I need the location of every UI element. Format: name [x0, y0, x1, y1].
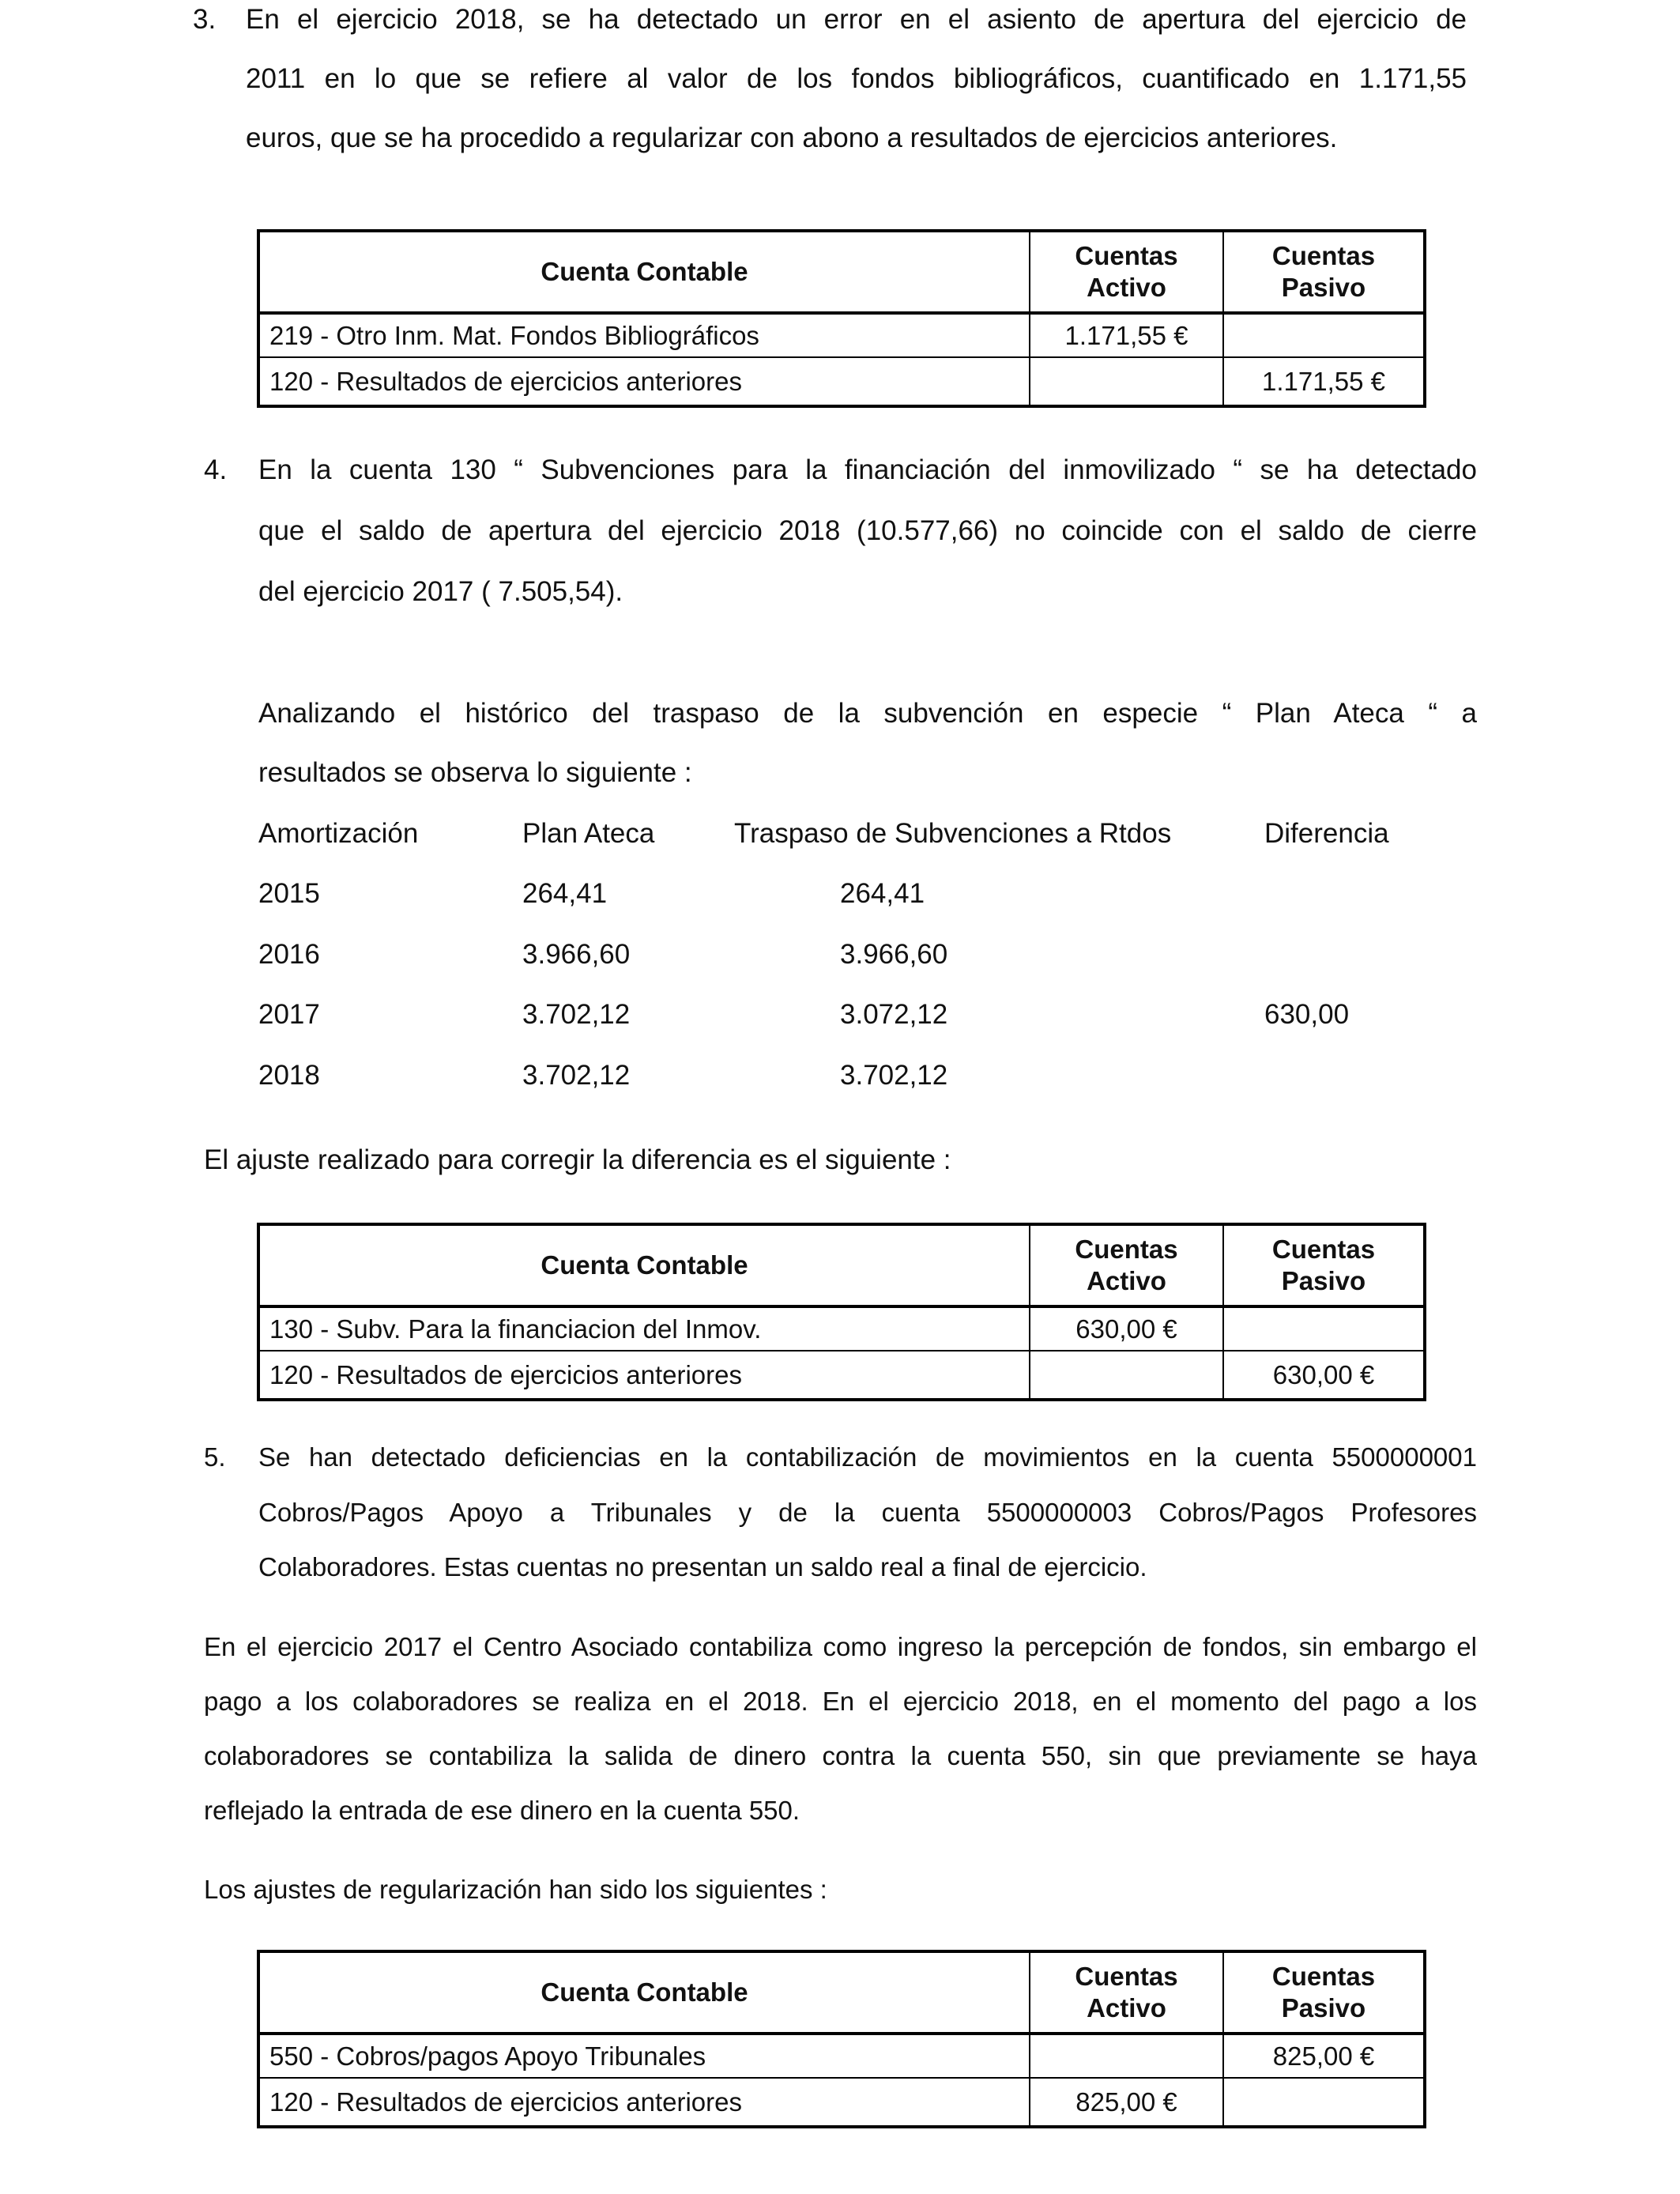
ateca-year: 2018: [258, 1060, 320, 1091]
header-pasivo: Cuentas Pasivo: [1223, 1224, 1425, 1306]
ateca-traspaso: 3.702,12: [840, 1060, 948, 1091]
cell-activo: 825,00 €: [1030, 2078, 1223, 2127]
table-row: [258, 1351, 1425, 1400]
item-5-line-3: Colaboradores. Estas cuentas no presentan un saldo real a final de ejercicio.: [258, 1552, 1147, 1581]
cell-account: 130 - Subv. Para la financiacion del Inmov.: [258, 1306, 1030, 1351]
header-activo: Cuentas Activo: [1030, 1951, 1223, 2034]
cell-activo: [1030, 1351, 1223, 1400]
ateca-plan: 3.702,12: [522, 999, 631, 1030]
header-pasivo: Cuentas Pasivo: [1223, 1951, 1425, 2034]
header-activo: Cuentas Activo: [1030, 1224, 1223, 1306]
header-activo: Cuentas Activo: [1030, 231, 1223, 313]
item-4-line-2: que el saldo de apertura del ejercicio 2018 (10.577,66) no coincide con el saldo de cierre: [258, 515, 1477, 546]
cell-pasivo: [1223, 313, 1425, 357]
table-row: [258, 2078, 1425, 2127]
cell-activo: [1030, 357, 1223, 406]
para-2017-line-2: pago a los colaboradores se realiza en el 2018. En el ejercicio 2018, en el momento del pago a los: [204, 1687, 1477, 1716]
ateca-header-traspaso: Traspaso de Subvenciones a Rtdos: [734, 818, 1172, 849]
ateca-traspaso: 3.072,12: [840, 999, 948, 1030]
account-table-1: [257, 229, 1426, 408]
ateca-year: 2015: [258, 878, 320, 909]
item-3-number: 3.: [193, 4, 217, 35]
header-pasivo: Cuentas Pasivo: [1223, 231, 1425, 313]
ateca-plan: 3.702,12: [522, 1060, 631, 1091]
item-5-number: 5.: [204, 1442, 226, 1472]
cell-account: 550 - Cobros/pagos Apoyo Tribunales: [258, 2034, 1030, 2078]
para-2017-line-1: En el ejercicio 2017 el Centro Asociado contabiliza como ingreso la percepción de fondos, sin embargo el: [204, 1632, 1477, 1661]
ateca-diferencia: 630,00: [1264, 999, 1350, 1030]
table-row: [258, 2034, 1425, 2078]
table-row: [258, 1306, 1425, 1351]
cell-pasivo: 825,00 €: [1223, 2034, 1425, 2078]
ateca-traspaso: 264,41: [840, 878, 925, 909]
account-table-2: [257, 1223, 1426, 1401]
ateca-header-diferencia: Diferencia: [1264, 818, 1389, 849]
item-4-line-3: del ejercicio 2017 ( 7.505,54).: [258, 576, 623, 607]
cell-activo: 630,00 €: [1030, 1306, 1223, 1351]
cell-account: 120 - Resultados de ejercicios anteriores: [258, 1351, 1030, 1400]
ateca-year: 2017: [258, 999, 320, 1030]
table-row: [258, 357, 1425, 406]
cell-pasivo: [1223, 2078, 1425, 2127]
cell-account: 120 - Resultados de ejercicios anteriores: [258, 357, 1030, 406]
cell-pasivo: 1.171,55 €: [1223, 357, 1425, 406]
ateca-header-plan: Plan Ateca: [522, 818, 655, 849]
header-account: Cuenta Contable: [258, 231, 1030, 313]
item-5-line-2: Cobros/Pagos Apoyo a Tribunales y de la cuenta 5500000003 Cobros/Pagos Profesores: [258, 1498, 1477, 1527]
header-account: Cuenta Contable: [258, 1224, 1030, 1306]
table-row: [258, 313, 1425, 357]
item-3-line-1: En el ejercicio 2018, se ha detectado un error en el asiento de apertura del ejercicio de: [246, 4, 1467, 35]
ateca-plan: 264,41: [522, 878, 608, 909]
analysis-line-2: resultados se observa lo siguiente :: [258, 757, 692, 788]
regularize-intro: Los ajustes de regularización han sido los siguientes :: [204, 1875, 827, 1904]
adjust-intro: El ajuste realizado para corregir la diferencia es el siguiente :: [204, 1144, 951, 1175]
ateca-traspaso: 3.966,60: [840, 939, 948, 970]
cell-pasivo: 630,00 €: [1223, 1351, 1425, 1400]
header-account: Cuenta Contable: [258, 1951, 1030, 2034]
para-2017-line-4: reflejado la entrada de ese dinero en la cuenta 550.: [204, 1796, 800, 1825]
ateca-year: 2016: [258, 939, 320, 970]
analysis-line-1: Analizando el histórico del traspaso de la subvención en especie “ Plan Ateca “ a: [258, 698, 1477, 729]
ateca-header-amortizacion: Amortización: [258, 818, 419, 849]
account-table-3: [257, 1950, 1426, 2128]
para-2017-line-3: colaboradores se contabiliza la salida de dinero contra la cuenta 550, sin que previamente se haya: [204, 1741, 1477, 1770]
item-3-line-3: euros, que se ha procedido a regularizar con abono a resultados de ejercicios anteriores.: [246, 123, 1338, 153]
cell-activo: [1030, 2034, 1223, 2078]
cell-pasivo: [1223, 1306, 1425, 1351]
item-4-line-1: En la cuenta 130 “ Subvenciones para la financiación del inmovilizado “ se ha detectado: [258, 454, 1477, 485]
cell-account: 120 - Resultados de ejercicios anteriores: [258, 2078, 1030, 2127]
item-5-line-1: Se han detectado deficiencias en la contabilización de movimientos en la cuenta 5500000001: [258, 1442, 1477, 1472]
cell-activo: 1.171,55 €: [1030, 313, 1223, 357]
ateca-plan: 3.966,60: [522, 939, 631, 970]
item-3-line-2: 2011 en lo que se refiere al valor de los fondos bibliográficos, cuantificado en 1.171,55: [246, 63, 1467, 94]
item-4-number: 4.: [204, 454, 228, 485]
cell-account: 219 - Otro Inm. Mat. Fondos Bibliográficos: [258, 313, 1030, 357]
